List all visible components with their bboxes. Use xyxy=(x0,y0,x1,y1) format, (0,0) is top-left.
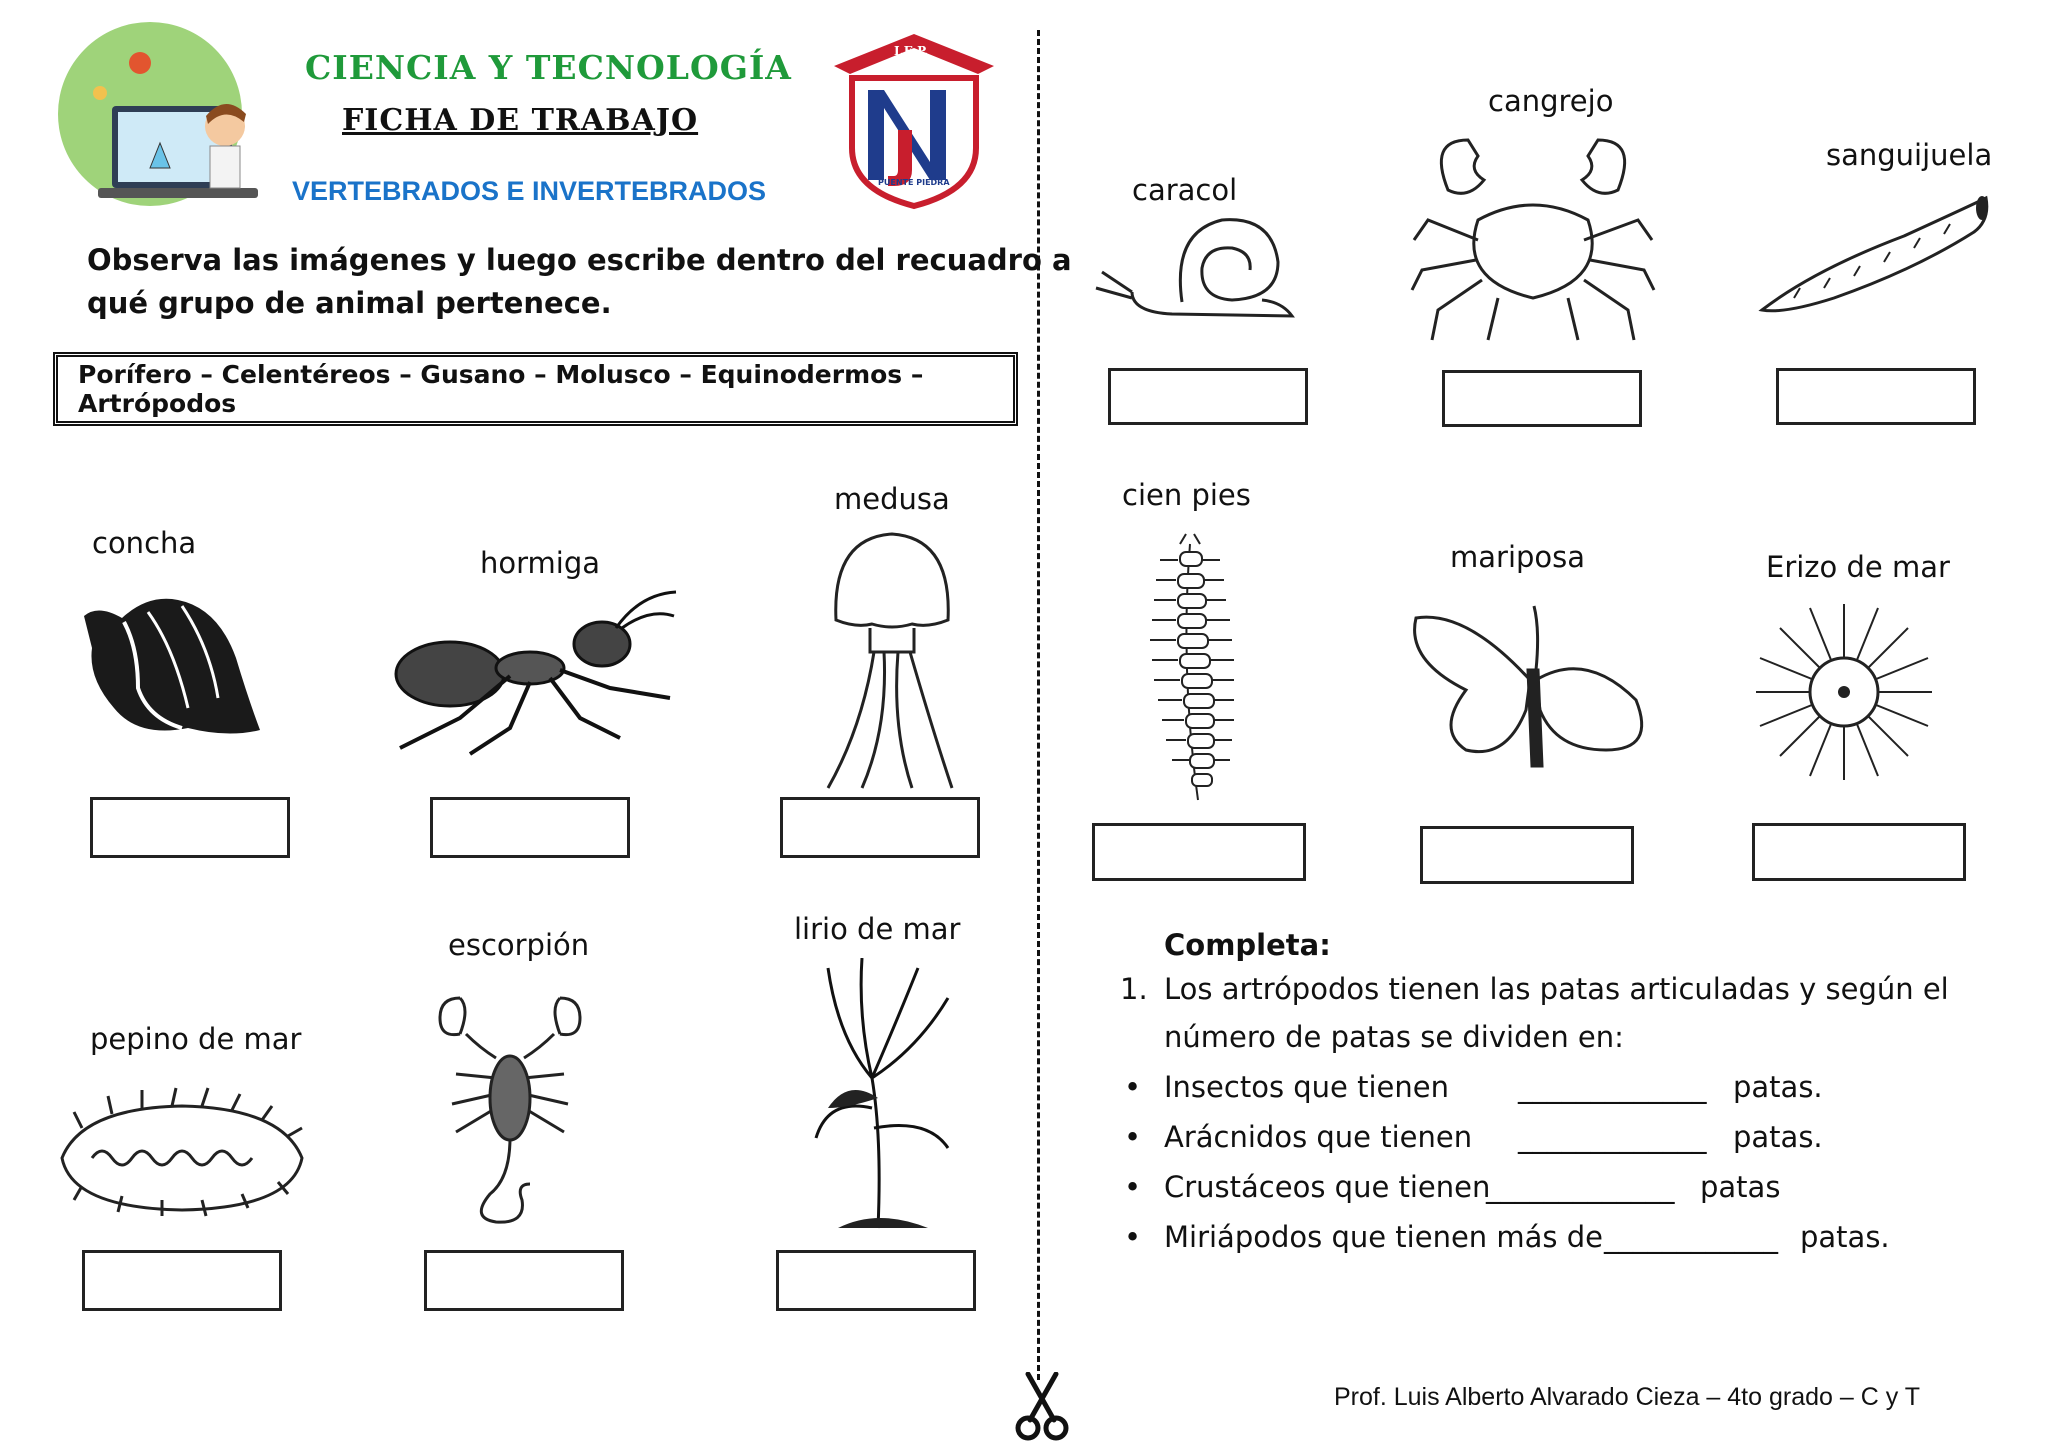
worksheet-title: FICHA DE TRABAJO xyxy=(342,103,699,138)
answer-box-pepino-de-mar[interactable] xyxy=(82,1250,282,1311)
scissors-icon xyxy=(1014,1372,1070,1442)
answer-box-lirio-de-mar[interactable] xyxy=(776,1250,976,1311)
label-erizo-de-mar: Erizo de mar xyxy=(1766,550,1950,584)
question-number: 1. xyxy=(1120,972,1148,1006)
subject-title: CIENCIA Y TECNOLOGÍA xyxy=(305,48,792,87)
suffix-insectos: patas. xyxy=(1733,1070,1823,1104)
logo-text-bottom: PUENTE PIEDRA xyxy=(878,178,950,187)
item-label: Crustáceos que tienen xyxy=(1164,1170,1491,1204)
blank-aracnidos[interactable]: _____________ xyxy=(1518,1120,1707,1154)
label-concha: concha xyxy=(92,526,197,560)
item-label: Miriápodos que tienen más de xyxy=(1164,1220,1603,1254)
question-line-2: número de patas se dividen en: xyxy=(1164,1020,1624,1054)
answer-box-cien-pies[interactable] xyxy=(1092,823,1306,881)
label-sanguijuela: sanguijuela xyxy=(1826,138,1993,172)
footer-credit: Prof. Luis Alberto Alvarado Cieza – 4to grado – C y T xyxy=(1334,1383,1920,1411)
blank-miriapodos[interactable]: ____________ xyxy=(1604,1220,1778,1254)
topic-title: VERTEBRADOS E INVERTEBRADOS xyxy=(292,176,767,206)
logo-text-top: I.E.P. xyxy=(894,44,929,58)
complete-title: Completa: xyxy=(1164,928,1331,962)
answer-box-mariposa[interactable] xyxy=(1420,826,1634,884)
sea-urchin-icon xyxy=(1754,602,1934,782)
instruction-line-1: Observa las imágenes y luego escribe dentro del recuadro a xyxy=(87,243,1072,277)
scorpion-icon xyxy=(430,978,590,1228)
label-cien-pies: cien pies xyxy=(1122,478,1251,512)
item-label: Arácnidos que tienen xyxy=(1164,1120,1473,1154)
label-pepino-de-mar: pepino de mar xyxy=(90,1022,302,1056)
leech-icon xyxy=(1754,190,1994,320)
label-escorpion: escorpión xyxy=(448,928,590,962)
science-illustration xyxy=(40,18,270,218)
school-logo xyxy=(828,30,1000,210)
snail-icon xyxy=(1092,212,1302,322)
butterfly-icon xyxy=(1406,600,1656,770)
suffix-aracnidos: patas. xyxy=(1733,1120,1823,1154)
ant-icon xyxy=(390,588,680,758)
jellyfish-icon xyxy=(822,528,962,790)
item-label: Insectos que tienen xyxy=(1164,1070,1449,1104)
sea-lily-icon xyxy=(808,958,958,1238)
groups-word-bank xyxy=(53,352,1018,426)
answer-box-medusa[interactable] xyxy=(780,797,980,858)
label-hormiga: hormiga xyxy=(480,546,601,580)
sea-cucumber-icon xyxy=(52,1078,312,1228)
answer-box-escorpion[interactable] xyxy=(424,1250,624,1311)
answer-box-hormiga[interactable] xyxy=(430,797,630,858)
answer-box-caracol[interactable] xyxy=(1108,368,1308,425)
label-caracol: caracol xyxy=(1132,173,1238,207)
label-medusa: medusa xyxy=(834,482,950,516)
list-item-crustaceos xyxy=(1164,1170,1490,1204)
instruction xyxy=(87,239,1072,325)
answer-box-concha[interactable] xyxy=(90,797,290,858)
instruction-line-2: qué grupo de animal pertenece. xyxy=(87,286,612,320)
list-item-miriapodos xyxy=(1164,1220,1603,1254)
centipede-icon xyxy=(1140,530,1240,804)
answer-box-erizo-de-mar[interactable] xyxy=(1752,823,1966,881)
label-cangrejo: cangrejo xyxy=(1488,84,1614,118)
groups-text: Porífero – Celentéreos – Gusano – Molusco – Equinodermos – Artrópodos xyxy=(78,360,924,418)
cut-line xyxy=(1037,30,1040,1380)
blank-crustaceos[interactable]: _____________ xyxy=(1486,1170,1675,1204)
label-mariposa: mariposa xyxy=(1450,540,1586,574)
shell-icon xyxy=(78,588,268,748)
suffix-crustaceos: patas xyxy=(1700,1170,1781,1204)
label-lirio-de-mar: lirio de mar xyxy=(794,912,961,946)
suffix-miriapodos: patas. xyxy=(1800,1220,1890,1254)
list-item-insectos xyxy=(1164,1070,1449,1104)
question-line-1: Los artrópodos tienen las patas articuladas y según el xyxy=(1164,972,1949,1006)
answer-box-cangrejo[interactable] xyxy=(1442,370,1642,427)
answer-box-sanguijuela[interactable] xyxy=(1776,368,1976,425)
list-item-aracnidos xyxy=(1164,1120,1472,1154)
crab-icon xyxy=(1408,130,1658,350)
blank-insectos[interactable]: _____________ xyxy=(1518,1070,1707,1104)
